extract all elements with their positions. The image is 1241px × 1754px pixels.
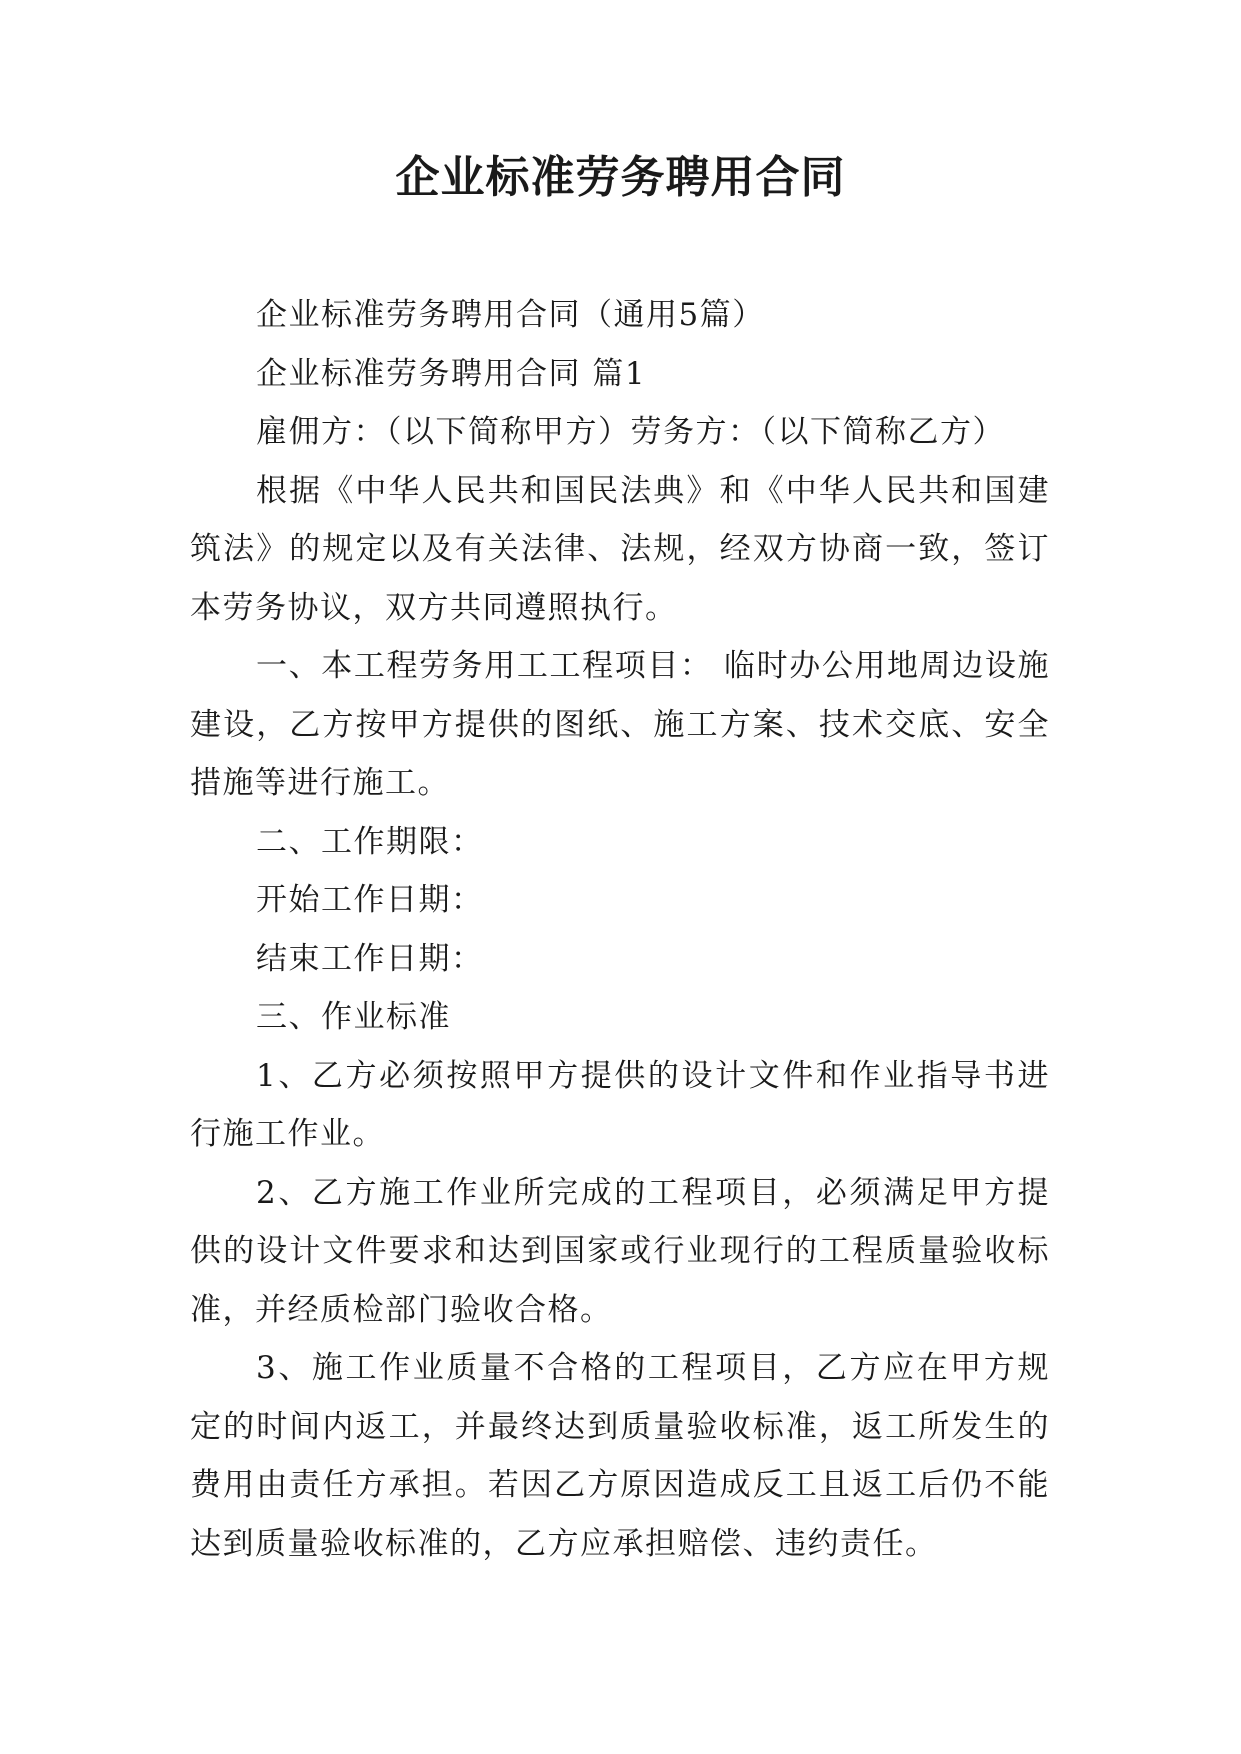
paragraph-standard-3: 3、施工作业质量不合格的工程项目，乙方应在甲方规定的时间内返工，并最终达到质量验收标准，返工所发生的费用由责任方承担。若因乙方原因造成反工且返工后仍不能达到质量验收标准的，乙方应承担赔偿、违约责任。 xyxy=(190,1350,1050,1562)
paragraph-standard-2: 2、乙方施工作业所完成的工程项目，必须满足甲方提供的设计文件要求和达到国家或行业现行的工程质量验收标准，并经质检部门验收合格。 xyxy=(190,1174,1050,1328)
paragraph-clause-1: 一、本工程劳务用工工程项目： 临时办公用地周边设施建设，乙方按甲方提供的图纸、施工方案、技术交底、安全措施等进行施工。 xyxy=(190,648,1050,801)
paragraph-section-heading: 企业标准劳务聘用合同 篇1 xyxy=(256,355,647,392)
paragraph-parties: 雇佣方：（以下简称甲方）劳务方：（以下简称乙方） xyxy=(256,414,1005,450)
document-title: 企业标准劳务聘用合同 xyxy=(395,152,846,203)
paragraph-clause-3: 三、作业标准 xyxy=(256,999,451,1035)
paragraph-end-date: 结束工作日期： xyxy=(256,940,484,977)
paragraph-legal-basis: 根据《中华人民共和国民法典》和《中华人民共和国建筑法》的规定以及有关法律、法规，经双方协商一致，签订本劳务协议，双方共同遵照执行。 xyxy=(190,472,1050,626)
paragraph-start-date: 开始工作日期： xyxy=(256,882,484,918)
document-body xyxy=(190,286,1050,1573)
paragraph-clause-2: 二、工作期限： xyxy=(256,823,484,860)
paragraph-subtitle: 企业标准劳务聘用合同（通用5篇） xyxy=(256,297,765,333)
paragraph-standard-1: 1、乙方必须按照甲方提供的设计文件和作业指导书进行施工作业。 xyxy=(190,1057,1050,1152)
